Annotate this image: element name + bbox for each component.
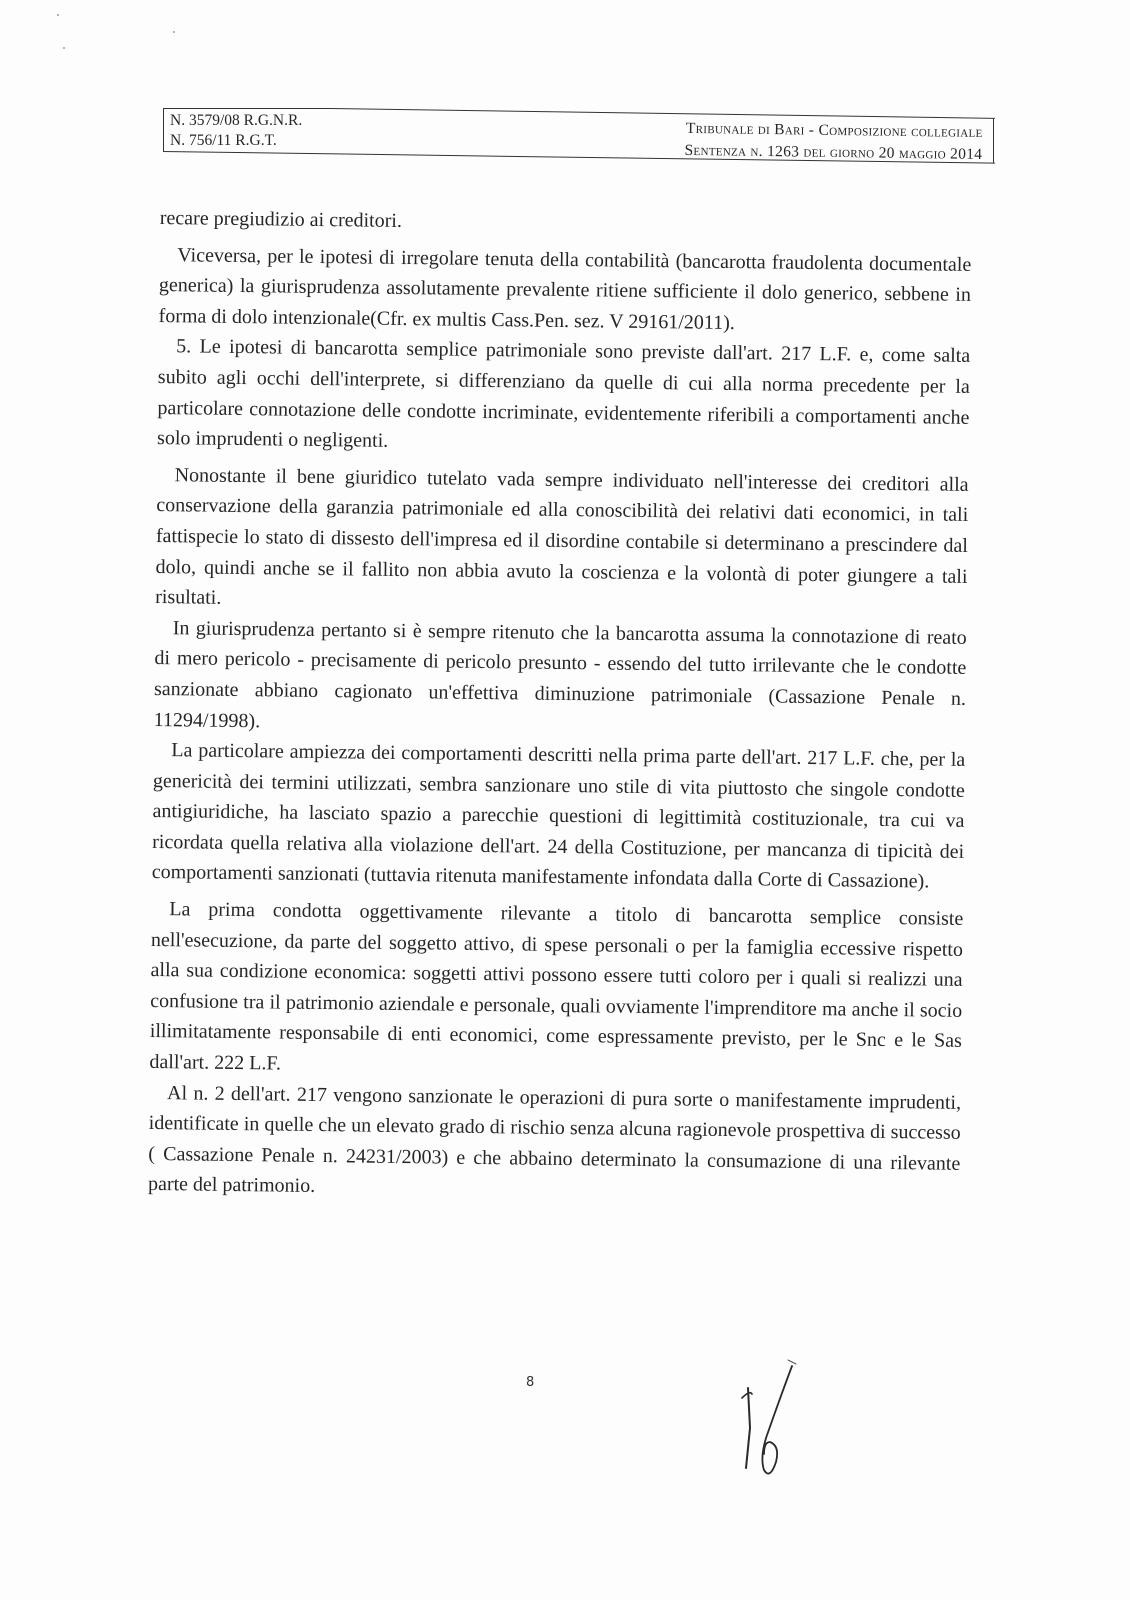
paragraph: Al n. 2 dell'art. 217 vengono sanzionate le operazioni di pura sorte o manifestamente imprudenti, identificate in quelle che un elevato grado di rischio senza alcuna ragionevole prospettiva di successo ( Cassazione Penale n. 24231/2003) e che abbaino determinato la consumazione di una rilevante parte del patrimonio. [147, 1081, 962, 1198]
section-number: 5. [176, 335, 192, 358]
section-text: Le ipotesi di bancarotta semplice patrimoniale sono previste dall'art. 217 L.F. e, come salta subito agli occhi dell'interprete, si differenziano da quelle di cui alla norma precedente per la particolare connotazione delle condotte incriminate, evidentemente riferibili a comportamenti anche solo imprudenti o negligenti. [156, 335, 971, 452]
scan-speck [63, 47, 65, 49]
paragraph: La prima condotta oggettivamente rilevante a titolo di bancarotta semplice consiste nell'esecuzione, da parte del soggetto attivo, di spese personali o per la famiglia eccessive rispetto alla sua condizione economica: soggetti attivi possono essere tutti coloro per i quali si realizzi una confusione tra il patrimonio aziendale e personale, quali ovviamente l'imprenditore ma anche il socio illimitatamente responsabile di enti economici, come espressamente previsto, per le Snc e le Sas dall'art. 222 L.F. [149, 898, 964, 1075]
header-right-rule [993, 118, 994, 163]
paragraph-continuation: recare pregiudizio ai creditori. [159, 206, 403, 232]
case-number-rgt: N. 756/11 R.G.T. [170, 132, 277, 149]
document-header [163, 108, 995, 174]
case-numbers-box [163, 108, 331, 152]
document-body [148, 203, 972, 1210]
page-number: 8 [526, 1375, 535, 1390]
scan-speck [173, 31, 175, 33]
paragraph: Nonostante il bene giuridico tutelato vada sempre individuato nell'interesse dei creditori alla conservazione della garanzia patrimoniale ed alla conoscibilità dei relativi dati economici, in tali fattispecie lo stato di dissesto dell'impresa ed il disordine contabile si determinano a prescindere dal dolo, quindi anche se il fallito non abbia avuto la coscienza e la volontà di poter giungere a tali risultati. [155, 463, 969, 609]
court-info [685, 118, 983, 166]
scan-speck [57, 14, 59, 16]
court-name: Tribunale di Bari - Composizione collegiale [686, 119, 983, 141]
paragraph: La particolare ampiezza dei comportamenti descritti nella prima parte dell'art. 217 L.F. che, per la genericità dei termini utilizzati, sembra sanzionare uno stile di vita piuttosto che singole condotte antigiuridiche, ha lasciato spazio a parecchie questioni di legittimità costituzionale, tra cui va ricordata quella relativa alla violazione dell'art. 24 della Costituzione, per mancanza di tipicità dei comportamenti sanzionati (tuttavia ritenuta manifestamente infondata dalla Corte di Cassazione). [151, 739, 966, 893]
paragraph-section-5 [157, 331, 970, 463]
sentence-reference: Sentenza n. 1263 del giorno 20 maggio 2014 [684, 141, 983, 163]
handwritten-initials-signature [730, 1358, 810, 1488]
header-top-rule [331, 108, 995, 119]
paragraph: Viceversa, per le ipotesi di irregolare tenuta della contabilità (bancarotta fraudolenta documentale generica) la giurisprudenza assolutamente prevalente ritiene sufficiente il dolo generico, sebbene in forma di dolo intenzionale(Cfr. ex multis Cass.Pen. sez. V 29161/2011). [158, 243, 972, 334]
case-number-rgnr: N. 3579/08 R.G.N.R. [170, 112, 303, 129]
paragraph: In giurisprudenza pertanto si è sempre ritenuto che la bancarotta assuma la connotazione di reato di mero pericolo - precisamente di pericolo presunto - essendo del tutto irrilevante che le condotte sanzionate abbiano cagionato un'effettiva diminuzione patrimoniale (Cassazione Penale n. 11294/1998). [153, 616, 967, 732]
